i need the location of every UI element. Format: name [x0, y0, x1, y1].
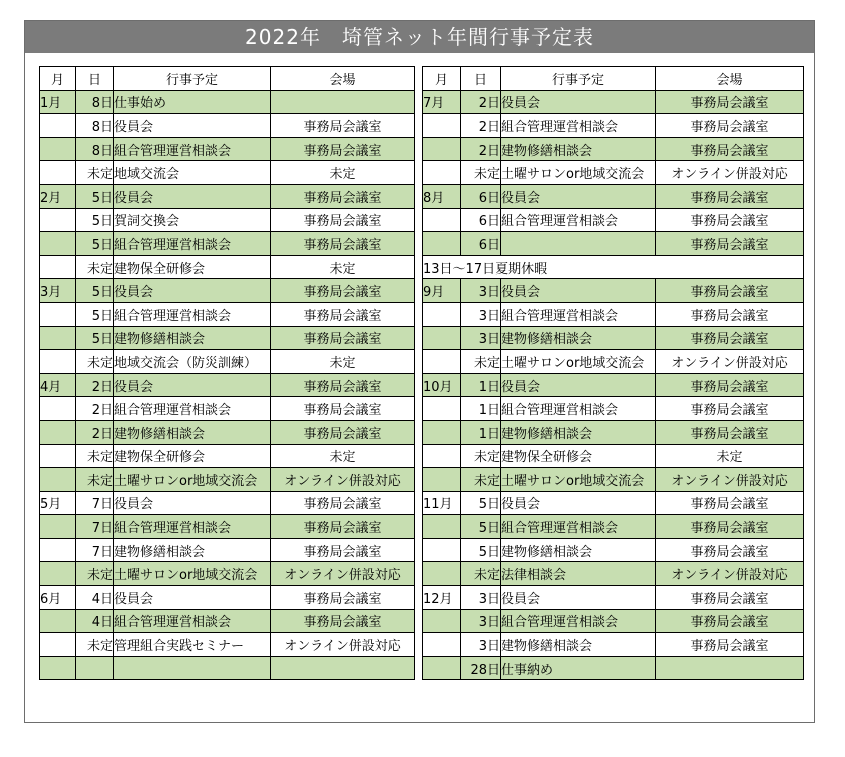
- day-cell: 2日: [76, 373, 114, 397]
- table-row: [40, 609, 415, 633]
- day-cell: 8日: [76, 90, 114, 114]
- venue-cell: 事務局会議室: [271, 184, 415, 208]
- table-row: [423, 137, 804, 161]
- month-cell: 3月: [40, 279, 76, 303]
- venue-cell: 事務局会議室: [271, 114, 415, 138]
- event-cell: 組合管理運営相談会: [501, 302, 656, 326]
- schedule-body-right: [423, 90, 804, 680]
- month-cell: [40, 538, 76, 562]
- venue-cell: 事務局会議室: [271, 491, 415, 515]
- month-cell: 2月: [40, 184, 76, 208]
- day-cell: 1日: [461, 397, 501, 421]
- table-row: [423, 609, 804, 633]
- month-cell: [423, 326, 461, 350]
- venue-cell: 事務局会議室: [656, 184, 804, 208]
- venue-cell: オンライン併設対応: [656, 468, 804, 492]
- day-cell: 未定: [461, 562, 501, 586]
- event-cell: 仕事納め: [501, 656, 656, 680]
- month-cell: [423, 444, 461, 468]
- month-cell: [423, 515, 461, 539]
- table-row: [40, 90, 415, 114]
- venue-cell: 事務局会議室: [656, 326, 804, 350]
- table-row: [423, 444, 804, 468]
- event-cell: 役員会: [501, 491, 656, 515]
- month-cell: [40, 208, 76, 232]
- day-cell: 2日: [76, 420, 114, 444]
- month-cell: [40, 326, 76, 350]
- header-row: [423, 67, 804, 91]
- event-cell: 組合管理運営相談会: [501, 397, 656, 421]
- venue-cell: 事務局会議室: [271, 279, 415, 303]
- venue-cell: オンライン併設対応: [656, 562, 804, 586]
- header-month: 月: [40, 67, 76, 91]
- day-cell: 8日: [76, 114, 114, 138]
- month-cell: 6月: [40, 586, 76, 610]
- month-cell: [423, 350, 461, 374]
- holiday-note: 13日～17日夏期休暇: [423, 255, 804, 279]
- venue-cell: 事務局会議室: [271, 232, 415, 256]
- day-cell: 6日: [461, 184, 501, 208]
- event-cell: 組合管理運営相談会: [114, 397, 271, 421]
- table-row: [423, 114, 804, 138]
- table-row: [40, 515, 415, 539]
- table-row: [423, 161, 804, 185]
- table-row: [423, 397, 804, 421]
- day-cell: 5日: [76, 184, 114, 208]
- day-cell: 未定: [461, 468, 501, 492]
- venue-cell: 事務局会議室: [656, 586, 804, 610]
- day-cell: 2日: [461, 90, 501, 114]
- table-row: [423, 326, 804, 350]
- day-cell: 未定: [461, 350, 501, 374]
- schedule-table-left: [39, 66, 415, 680]
- event-cell: 役員会: [114, 184, 271, 208]
- day-cell: 7日: [76, 515, 114, 539]
- venue-cell: 未定: [271, 255, 415, 279]
- event-cell: 建物修繕相談会: [114, 326, 271, 350]
- day-cell: [76, 656, 114, 680]
- month-cell: 11月: [423, 491, 461, 515]
- day-cell: 1日: [461, 373, 501, 397]
- table-row: [40, 302, 415, 326]
- venue-cell: 事務局会議室: [656, 208, 804, 232]
- page-title: 2022年 埼管ネット年間行事予定表: [25, 21, 814, 53]
- venue-cell: 事務局会議室: [656, 633, 804, 657]
- month-cell: [423, 397, 461, 421]
- day-cell: 5日: [461, 515, 501, 539]
- day-cell: 3日: [461, 633, 501, 657]
- month-cell: [40, 609, 76, 633]
- table-row: [40, 161, 415, 185]
- venue-cell: 事務局会議室: [271, 538, 415, 562]
- venue-cell: 事務局会議室: [271, 302, 415, 326]
- header-day: 日: [461, 67, 501, 91]
- table-row: [40, 562, 415, 586]
- month-cell: [423, 656, 461, 680]
- table-row: [423, 373, 804, 397]
- table-row: [40, 255, 415, 279]
- event-cell: 建物修繕相談会: [501, 420, 656, 444]
- event-cell: 地域交流会: [114, 161, 271, 185]
- header-day: 日: [76, 67, 114, 91]
- header-event: 行事予定: [501, 67, 656, 91]
- schedule-document: [24, 20, 815, 723]
- table-row: [423, 586, 804, 610]
- event-cell: 組合管理運営相談会: [114, 302, 271, 326]
- venue-cell: 事務局会議室: [271, 397, 415, 421]
- event-cell: 組合管理運営相談会: [501, 515, 656, 539]
- event-cell: 組合管理運営相談会: [114, 137, 271, 161]
- venue-cell: 事務局会議室: [271, 609, 415, 633]
- table-row: [423, 232, 804, 256]
- venue-cell: 事務局会議室: [656, 232, 804, 256]
- event-cell: 建物修繕相談会: [501, 326, 656, 350]
- venue-cell: 未定: [271, 161, 415, 185]
- table-row: [40, 633, 415, 657]
- venue-cell: 事務局会議室: [271, 586, 415, 610]
- venue-cell: [656, 656, 804, 680]
- table-row: [423, 562, 804, 586]
- event-cell: 建物保全研修会: [114, 444, 271, 468]
- month-cell: 12月: [423, 586, 461, 610]
- day-cell: 7日: [76, 538, 114, 562]
- event-cell: [114, 656, 271, 680]
- event-cell: 賀詞交換会: [114, 208, 271, 232]
- day-cell: 2日: [461, 114, 501, 138]
- day-cell: 6日: [461, 232, 501, 256]
- venue-cell: オンライン併設対応: [271, 562, 415, 586]
- venue-cell: 事務局会議室: [656, 397, 804, 421]
- table-row: [40, 444, 415, 468]
- header-row: [40, 67, 415, 91]
- event-cell: 役員会: [501, 90, 656, 114]
- venue-cell: 事務局会議室: [656, 538, 804, 562]
- day-cell: 未定: [76, 350, 114, 374]
- day-cell: 5日: [76, 302, 114, 326]
- table-row: [423, 491, 804, 515]
- month-cell: [40, 633, 76, 657]
- venue-cell: オンライン併設対応: [656, 350, 804, 374]
- venue-cell: [271, 90, 415, 114]
- venue-cell: 未定: [271, 444, 415, 468]
- month-cell: 1月: [40, 90, 76, 114]
- event-cell: 管理組合実践セミナー: [114, 633, 271, 657]
- event-cell: 役員会: [114, 586, 271, 610]
- month-cell: 5月: [40, 491, 76, 515]
- event-cell: [501, 232, 656, 256]
- table-row: [423, 184, 804, 208]
- table-row: [40, 491, 415, 515]
- day-cell: 2日: [76, 397, 114, 421]
- day-cell: 3日: [461, 279, 501, 303]
- day-cell: 28日: [461, 656, 501, 680]
- day-cell: 4日: [76, 586, 114, 610]
- venue-cell: 事務局会議室: [271, 373, 415, 397]
- month-cell: [423, 420, 461, 444]
- month-cell: [423, 208, 461, 232]
- month-cell: [40, 562, 76, 586]
- month-cell: [40, 114, 76, 138]
- venue-cell: 事務局会議室: [656, 137, 804, 161]
- table-row: [423, 420, 804, 444]
- month-cell: [40, 161, 76, 185]
- month-cell: [423, 161, 461, 185]
- month-cell: [40, 656, 76, 680]
- venue-cell: 事務局会議室: [271, 515, 415, 539]
- event-cell: 組合管理運営相談会: [114, 515, 271, 539]
- day-cell: 5日: [76, 279, 114, 303]
- day-cell: 8日: [76, 137, 114, 161]
- day-cell: 1日: [461, 420, 501, 444]
- event-cell: 建物保全研修会: [501, 444, 656, 468]
- table-row: [40, 232, 415, 256]
- day-cell: 未定: [76, 255, 114, 279]
- venue-cell: 事務局会議室: [271, 137, 415, 161]
- day-cell: 未定: [461, 161, 501, 185]
- day-cell: 5日: [461, 491, 501, 515]
- table-row: [40, 184, 415, 208]
- venue-cell: オンライン併設対応: [271, 468, 415, 492]
- month-cell: [423, 538, 461, 562]
- day-cell: 未定: [461, 444, 501, 468]
- table-row: [40, 656, 415, 680]
- month-cell: [423, 609, 461, 633]
- month-cell: [423, 302, 461, 326]
- day-cell: 未定: [76, 562, 114, 586]
- table-row: [40, 114, 415, 138]
- event-cell: 役員会: [501, 586, 656, 610]
- event-cell: 組合管理運営相談会: [501, 114, 656, 138]
- month-cell: [40, 444, 76, 468]
- event-cell: 組合管理運営相談会: [501, 208, 656, 232]
- table-row: [40, 468, 415, 492]
- venue-cell: 事務局会議室: [656, 515, 804, 539]
- table-row: [423, 90, 804, 114]
- month-cell: 9月: [423, 279, 461, 303]
- table-row: [40, 208, 415, 232]
- venue-cell: [271, 656, 415, 680]
- venue-cell: 事務局会議室: [656, 90, 804, 114]
- day-cell: 未定: [76, 444, 114, 468]
- venue-cell: 未定: [656, 444, 804, 468]
- event-cell: 役員会: [501, 373, 656, 397]
- month-cell: [423, 633, 461, 657]
- day-cell: 6日: [461, 208, 501, 232]
- event-cell: 土曜サロンor地域交流会: [501, 350, 656, 374]
- day-cell: 7日: [76, 491, 114, 515]
- table-row: [423, 350, 804, 374]
- schedule-table-right: [422, 66, 804, 680]
- event-cell: 土曜サロンor地域交流会: [501, 468, 656, 492]
- month-cell: [40, 232, 76, 256]
- table-row: [423, 255, 804, 279]
- venue-cell: 事務局会議室: [656, 609, 804, 633]
- schedule-body-left: [40, 90, 415, 680]
- month-cell: [40, 137, 76, 161]
- day-cell: 2日: [461, 137, 501, 161]
- event-cell: 仕事始め: [114, 90, 271, 114]
- event-cell: 組合管理運営相談会: [501, 609, 656, 633]
- event-cell: 役員会: [114, 279, 271, 303]
- table-row: [423, 538, 804, 562]
- month-cell: 8月: [423, 184, 461, 208]
- month-cell: [40, 420, 76, 444]
- event-cell: 組合管理運営相談会: [114, 609, 271, 633]
- header-venue: 会場: [656, 67, 804, 91]
- event-cell: 土曜サロンor地域交流会: [501, 161, 656, 185]
- day-cell: 5日: [76, 232, 114, 256]
- day-cell: 3日: [461, 586, 501, 610]
- table-row: [40, 538, 415, 562]
- day-cell: 未定: [76, 161, 114, 185]
- event-cell: 組合管理運営相談会: [114, 232, 271, 256]
- venue-cell: オンライン併設対応: [656, 161, 804, 185]
- day-cell: 3日: [461, 302, 501, 326]
- table-row: [40, 326, 415, 350]
- table-row: [423, 468, 804, 492]
- table-row: [40, 373, 415, 397]
- month-cell: [40, 350, 76, 374]
- venue-cell: 事務局会議室: [656, 302, 804, 326]
- venue-cell: 事務局会議室: [271, 420, 415, 444]
- day-cell: 3日: [461, 326, 501, 350]
- venue-cell: 未定: [271, 350, 415, 374]
- table-row: [40, 137, 415, 161]
- venue-cell: 事務局会議室: [656, 420, 804, 444]
- table-row: [423, 302, 804, 326]
- event-cell: 土曜サロンor地域交流会: [114, 562, 271, 586]
- table-row: [423, 208, 804, 232]
- venue-cell: 事務局会議室: [656, 373, 804, 397]
- month-cell: [423, 137, 461, 161]
- event-cell: 役員会: [114, 491, 271, 515]
- event-cell: 建物保全研修会: [114, 255, 271, 279]
- day-cell: 未定: [76, 468, 114, 492]
- month-cell: [423, 562, 461, 586]
- event-cell: 土曜サロンor地域交流会: [114, 468, 271, 492]
- table-row: [40, 420, 415, 444]
- event-cell: 地域交流会（防災訓練）: [114, 350, 271, 374]
- month-cell: [423, 232, 461, 256]
- month-cell: 10月: [423, 373, 461, 397]
- table-row: [40, 586, 415, 610]
- table-row: [423, 656, 804, 680]
- month-cell: [40, 515, 76, 539]
- header-event: 行事予定: [114, 67, 271, 91]
- event-cell: 建物修繕相談会: [501, 633, 656, 657]
- day-cell: 5日: [76, 326, 114, 350]
- table-row: [40, 350, 415, 374]
- day-cell: 未定: [76, 633, 114, 657]
- month-cell: [423, 114, 461, 138]
- month-cell: 7月: [423, 90, 461, 114]
- month-cell: 4月: [40, 373, 76, 397]
- event-cell: 役員会: [114, 373, 271, 397]
- venue-cell: 事務局会議室: [656, 114, 804, 138]
- event-cell: 建物修繕相談会: [114, 538, 271, 562]
- table-row: [40, 397, 415, 421]
- day-cell: 5日: [76, 208, 114, 232]
- table-row: [423, 633, 804, 657]
- table-row: [40, 279, 415, 303]
- venue-cell: 事務局会議室: [656, 279, 804, 303]
- day-cell: 3日: [461, 609, 501, 633]
- month-cell: [40, 302, 76, 326]
- event-cell: 役員会: [501, 279, 656, 303]
- header-month: 月: [423, 67, 461, 91]
- venue-cell: オンライン併設対応: [271, 633, 415, 657]
- event-cell: 建物修繕相談会: [501, 538, 656, 562]
- event-cell: 役員会: [114, 114, 271, 138]
- month-cell: [40, 397, 76, 421]
- event-cell: 建物修繕相談会: [114, 420, 271, 444]
- header-venue: 会場: [271, 67, 415, 91]
- month-cell: [423, 468, 461, 492]
- month-cell: [40, 255, 76, 279]
- table-row: [423, 515, 804, 539]
- venue-cell: 事務局会議室: [271, 208, 415, 232]
- venue-cell: 事務局会議室: [656, 491, 804, 515]
- event-cell: 建物修繕相談会: [501, 137, 656, 161]
- event-cell: 役員会: [501, 184, 656, 208]
- event-cell: 法律相談会: [501, 562, 656, 586]
- day-cell: 4日: [76, 609, 114, 633]
- venue-cell: 事務局会議室: [271, 326, 415, 350]
- table-row: [423, 279, 804, 303]
- month-cell: [40, 468, 76, 492]
- day-cell: 5日: [461, 538, 501, 562]
